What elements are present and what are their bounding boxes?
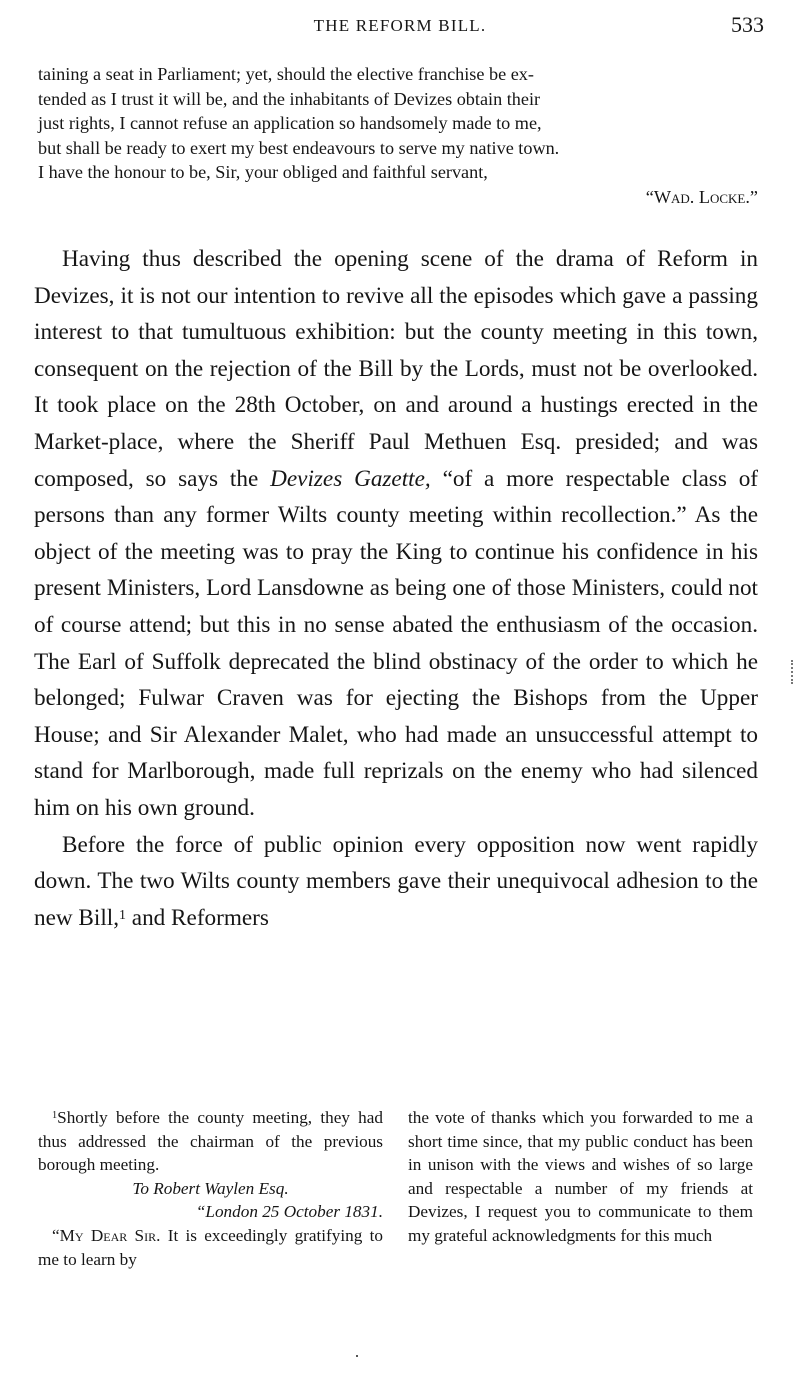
footnote-marker: 1 (52, 1110, 58, 1121)
footnote-date-line: “London 25 October 1831. (195, 1202, 383, 1222)
letter-line: I have the honour to be, Sir, your obliged and faithful servant, (38, 162, 488, 183)
running-title: THE REFORM BILL. (313, 16, 487, 35)
page-number: 533 (731, 12, 764, 37)
footnote-text: Shortly before the county meeting, they had thus addressed the chairman of the previous borough meeting. (38, 1108, 383, 1175)
footnote-addressee: To Robert Waylen Esq. (132, 1178, 289, 1198)
letter-line: but shall be ready to exert my best endeavours to serve my native town. (38, 137, 560, 158)
footnote-column-right (408, 1106, 753, 1248)
letter-signature: “Wad. Locke.” (645, 186, 758, 207)
page-header (0, 10, 800, 46)
footnote-reference: 1 (119, 907, 126, 923)
paragraph-text: and Reformers (131, 904, 269, 931)
margin-mark (791, 660, 795, 684)
letter-line: tended as I trust it will be, and the inhabitants of Devizes obtain their (38, 88, 541, 109)
footnote-intro (38, 1106, 383, 1177)
paragraph-county-meeting (34, 241, 758, 827)
letter-line: taining a seat in Parliament; yet, should the elective franchise be ex- (38, 64, 534, 84)
footnote-salutation: “My Dear Sir. (52, 1225, 161, 1245)
paragraph-text: Before the force of public opinion every opposition now went rapidly down. The two Wilts county members gave their unequivocal adhesion to the new Bill, (34, 831, 758, 931)
print-speck (356, 1355, 358, 1357)
letter-line: just rights, I cannot refuse an application so handsomely made to me, (38, 113, 542, 134)
footnote-text: It is exceedingly gratifying to me to learn by (38, 1225, 383, 1269)
paragraph-opposition (34, 827, 758, 937)
footnote-letter-opening (38, 1224, 383, 1271)
footnote-text: the vote of thanks which you forwarded to me a short time since, that my public conduct has been in unison with the views and wishes of so large and respectable a number of my friends at Devizes, I request you to communicate to them my grateful acknowledgments for this much (408, 1108, 753, 1245)
paragraph-text: “of a more respectable class of persons than any former Wilts county meeting within recollection.” As the object of the meeting was to pray the King to continue his confidence in his present Ministers, Lord Lansdowne as being one of those Ministers, could not of course attend; but this in no sense abated the enthusiasm of the occasion. The Earl of Suffolk deprecated the blind obstinacy of the order to which he belonged; Fulwar Craven was for ejecting the Bishops from the Upper House; and Sir Alexander Malet, who had made an unsuccessful attempt to stand for Marlborough, made full reprizals on the enemy who had silenced him on his own ground. (34, 465, 759, 821)
paragraph-text: Having thus described the opening scene of the drama of Reform in Devizes, it is not our intention to revive all the episodes which gave a passing interest to that tumultuous exhibition: but the county meeting in this town, consequent on the rejection of the Bill by the Lords, must not be overlooked. It took place on the 28th October, on and around a hustings erected in the Market-place, where the Sheriff Paul Methuen Esq. presided; and was composed, so says the (34, 246, 758, 492)
letter-continuation (38, 62, 762, 210)
newspaper-title: Devizes Gazette, (270, 465, 431, 492)
main-body-text (34, 241, 758, 936)
footnote-column-left (38, 1106, 383, 1271)
